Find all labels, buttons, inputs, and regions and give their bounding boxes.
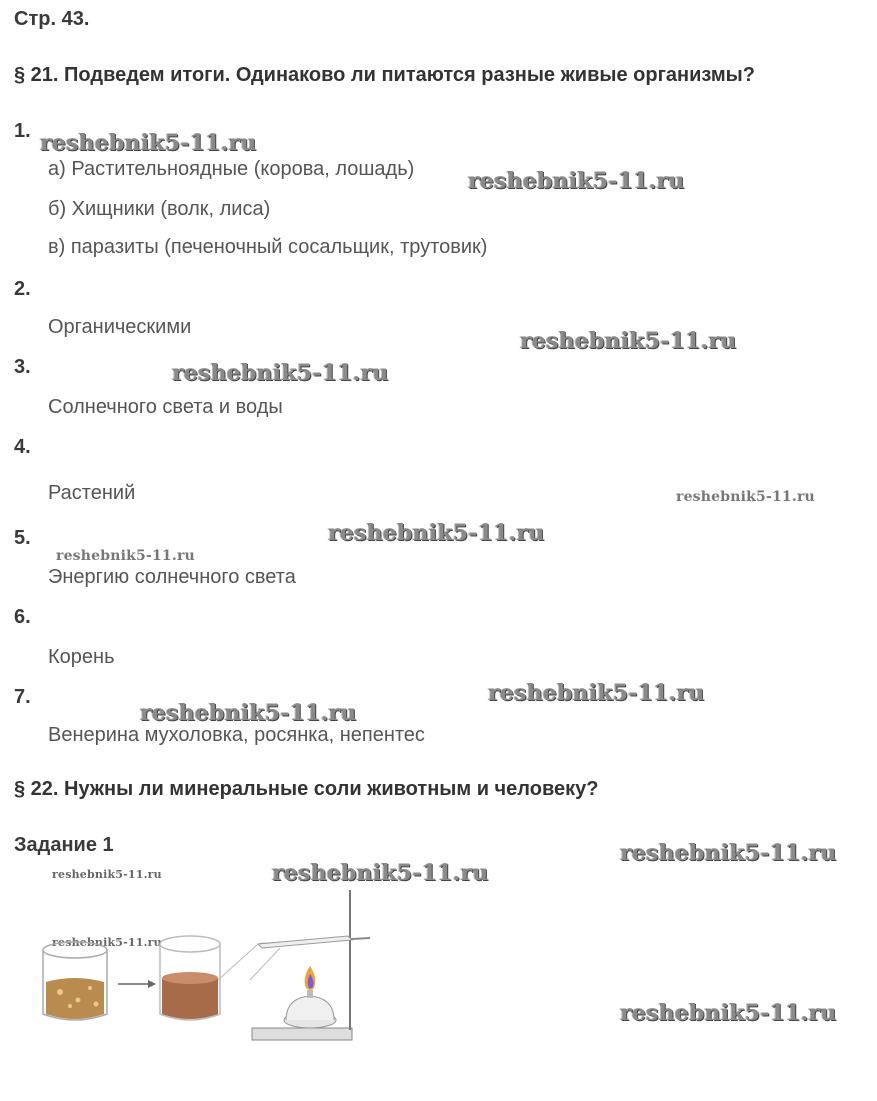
question-number: 7. [14, 686, 31, 708]
answer-line: Растений [48, 482, 136, 504]
watermark: reshebnik5-11.ru [272, 860, 489, 886]
answer-line: Органическими [48, 316, 192, 338]
watermark: reshebnik5-11.ru [52, 868, 162, 881]
watermark: reshebnik5-11.ru [620, 840, 837, 866]
question-number: 3. [14, 356, 31, 378]
answer-line: Венерина мухоловка, росянка, непентес [48, 724, 425, 746]
question-number: 1. [14, 120, 31, 142]
question-number: 2. [14, 278, 31, 300]
question-number: 6. [14, 606, 31, 628]
watermark: reshebnik5-11.ru [56, 548, 195, 564]
watermark: reshebnik5-11.ru [468, 168, 685, 194]
watermark: reshebnik5-11.ru [488, 680, 705, 706]
answer-line: Корень [48, 646, 115, 668]
arrow-icon [118, 980, 156, 988]
empty-beaker-icon [160, 936, 220, 1020]
watermark: reshebnik5-11.ru [172, 360, 389, 386]
question-number: 5. [14, 527, 31, 549]
task-1-title: Задание 1 [14, 834, 114, 856]
watermark: reshebnik5-11.ru [328, 520, 545, 546]
page-number: Стр. 43. [14, 8, 90, 30]
watermark: reshebnik5-11.ru [140, 700, 357, 726]
section-22-title: § 22. Нужны ли минеральные соли животным и человеку? [14, 778, 599, 800]
section-21-title: § 21. Подведем итоги. Одинаково ли питаются разные живые организмы? [14, 64, 755, 86]
watermark: reshebnik5-11.ru [520, 328, 737, 354]
answer-line: Солнечного света и воды [48, 396, 283, 418]
answer-line: в) паразиты (печеночный сосальщик, трутовик) [48, 236, 488, 258]
beaker-with-soil-icon [43, 942, 107, 1020]
watermark: reshebnik5-11.ru [40, 130, 257, 156]
watermark: reshebnik5-11.ru [52, 936, 162, 949]
question-number: 4. [14, 436, 31, 458]
answer-line: б) Хищники (волк, лиса) [48, 198, 271, 220]
alcohol-burner-icon [284, 966, 336, 1028]
answer-line: а) Растительноядные (корова, лошадь) [48, 158, 415, 180]
answer-line: Энергию солнечного света [48, 566, 296, 588]
experiment-illustration [30, 880, 410, 1060]
watermark: reshebnik5-11.ru [620, 1000, 837, 1026]
watermark: reshebnik5-11.ru [676, 489, 815, 505]
